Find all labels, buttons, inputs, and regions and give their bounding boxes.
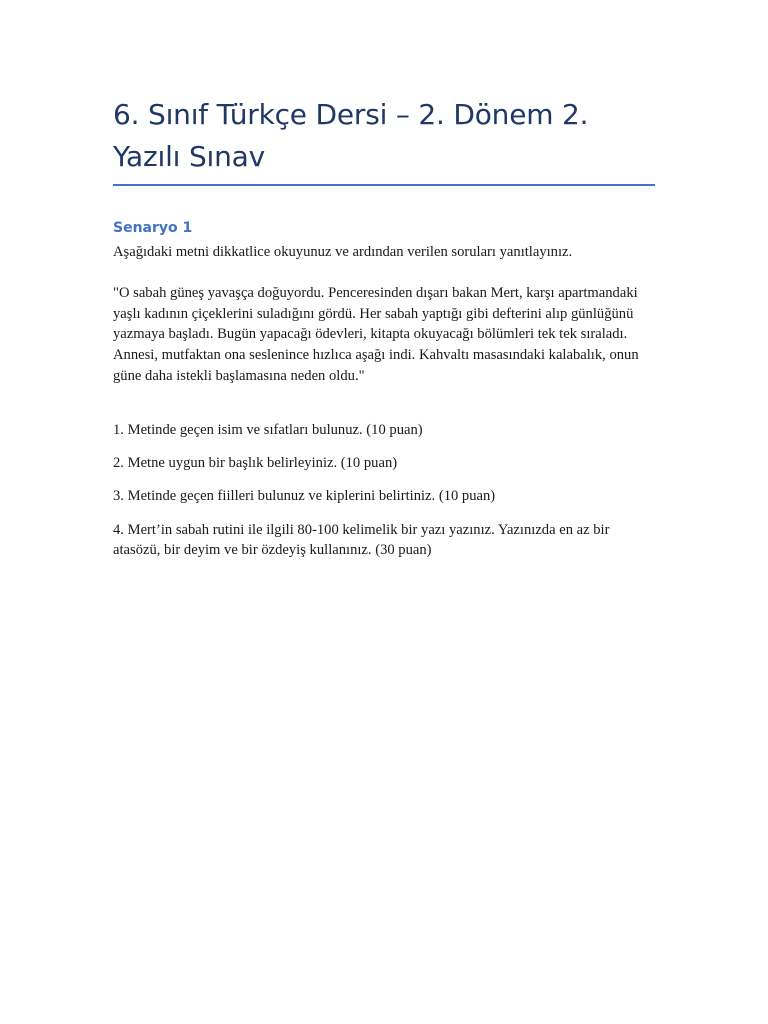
question-4: 4. Mert’in sabah rutini ile ilgili 80-100 kelimelik bir yazı yazınız. Yazınızda en az bir atasözü, bir deyim ve bir özdeyiş kullanınız. (30 puan) [113,521,610,559]
section-heading: Senaryo 1 [113,220,193,236]
question-1: 1. Metinde geçen isim ve sıfatları bulunuz. (10 puan) [113,421,423,438]
title-underline-rule [113,184,655,186]
reading-passage: "O sabah güneş yavaşça doğuyordu. Penceresinden dışarı bakan Mert, karşı apartmandaki yaşlı kadının çiçeklerini suladığını gördü. Her sabah yaptığı gibi defterini alıp günlüğünü yazmaya başladı. Bugün yapacağı ödevleri, kitapta okuyacağı bölümleri tek tek sıraladı. Annesi, mutfaktan ona seslenince hızlıca aşağı indi. Kahvaltı masasındaki kalabalık, onun güne daha istekli başlamasına neden oldu." [113,284,639,384]
document-page [113,94,655,574]
question-list [113,420,655,561]
question-2: 2. Metne uygun bir başlık belirleyiniz. (10 puan) [113,455,398,472]
question-3: 3. Metinde geçen fiilleri bulunuz ve kiplerini belirtiniz. (10 puan) [113,488,496,505]
document-title: 6. Sınıf Türkçe Dersi – 2. Dönem 2. Yazılı Sınav [113,98,589,173]
instructions-text: Aşağıdaki metni dikkatlice okuyunuz ve ardından verilen soruları yanıtlayınız. [113,244,573,260]
